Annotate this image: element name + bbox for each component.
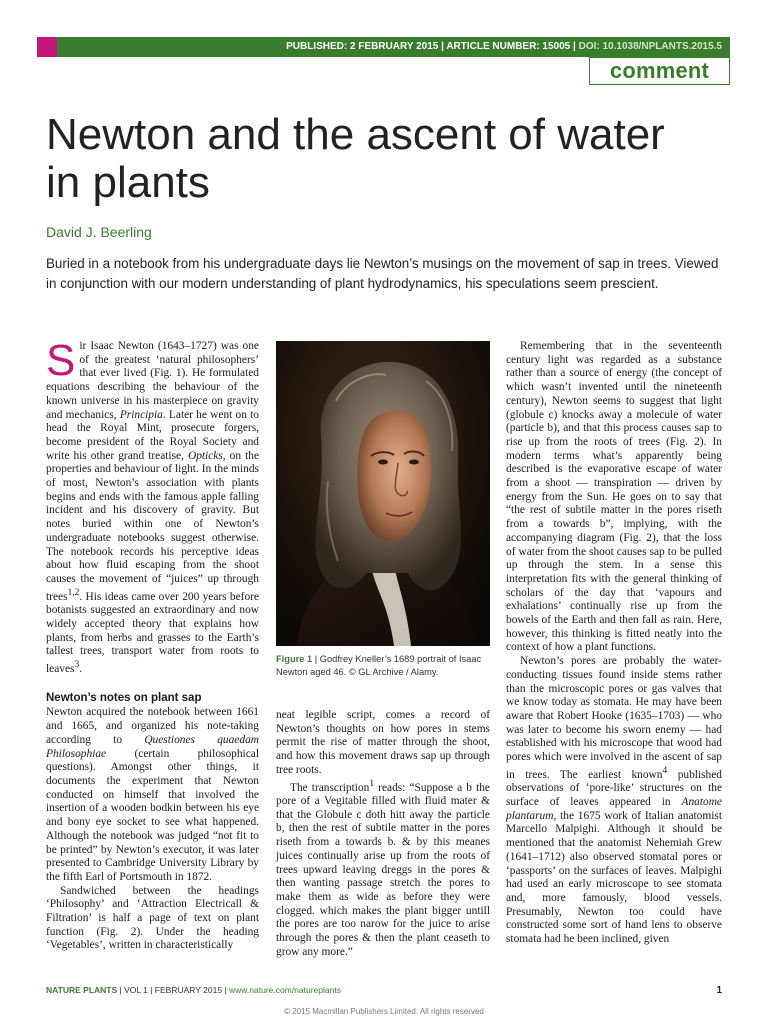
text-run: Newton acquired the notebook between 1661 and 1665, and organized his note-taking according to: [46, 706, 259, 746]
copyright-notice: © 2015 Macmillan Publishers Limited. All rights reserved: [284, 1007, 484, 1016]
paragraph: neat legible script, comes a record of Newton’s thoughts on how pores in stems permit the rise of matter through the shoot, and how this movement draws sap up through tree roots.: [276, 709, 490, 776]
text-run: .: [79, 662, 83, 675]
publication-meta: [286, 37, 722, 57]
reference-marker[interactable]: 1: [369, 778, 375, 789]
caption-text: | Godfrey Kneller’s 1689 portrait of Isaac Newton aged 46. © GL Archive / Alamy.: [276, 654, 482, 677]
opticks-title: Opticks: [187, 449, 223, 462]
page-footer: [46, 985, 722, 999]
text-run: Newton’s pores are probably the water-conducting tissues found inside stems rather than the microscopic pores or gas valves that we know today as stomata. He may have been aware that Robert Hooke (1635–1703) — who was later to become his sworn enemy — had established with his microscope that wood had pores which were involved in the ascent of sap in trees. The earliest known: [506, 655, 722, 781]
column-1: [46, 336, 260, 953]
footer-citation: [46, 985, 341, 995]
publication-info: PUBLISHED: 2 FEBRUARY 2015 | ARTICLE NUMBER: 15005 |: [286, 41, 579, 52]
drop-cap: S: [46, 336, 76, 385]
principia-title: Principia: [119, 408, 163, 421]
text-run: ir Isaac Newton (1643–1727) was one of the greatest ‘natural philosophers’ that ever lived (Fig. 1). He formulated equations describing the behaviour of the known universe in his masterpiece on gravity and mechanics,: [46, 340, 259, 421]
doi-link[interactable]: DOI: 10.1038/NPLANTS.2015.5: [578, 41, 722, 52]
questiones-title: Questiones quaedam Philosophiae: [46, 733, 259, 760]
journal-url[interactable]: www.nature.com/natureplants: [228, 985, 341, 995]
section-label-box: [589, 57, 730, 85]
text-run: . His ideas came over 200 years before botanists suggested an extraordinary and now widely accepted theory that explains how plants, from herbs and grasses to the Earth’s tallest trees, transport water from roots to leaves: [46, 590, 259, 675]
article-abstract: Buried in a notebook from his undergraduate days lie Newton’s musings on the movement of sap in trees. Viewed in conjunction with our modern understanding of plant hydrodynamics, his speculations seem prescient.: [46, 256, 719, 291]
paragraph: Sandwiched between the headings ‘Philosophy’ and ‘Attraction Electricall & Filtration’ is half a page of text on plant function (Fig. 2). Under the heading ‘Vegetables’, written in characteristically: [46, 884, 259, 952]
text-run: , the 1675 work of Italian anatomist Marcello Malpighi. Although it should be mentioned that the anatomist Nehemiah Grew (1641–1712) also observed stomatal pores or ‘passports’ on the surfaces of leaves. Malpighi had used an early microscope to see stomata and, more famously, blood vessels. Presumably, Newton too could have constructed some sort of hand lens to observe stomata had he been inclined, given: [506, 809, 722, 946]
page-number: 1: [716, 985, 722, 996]
figure-1-portrait: [276, 341, 490, 646]
section-heading: Newton’s notes on plant sap: [46, 692, 202, 705]
reference-marker[interactable]: 3: [74, 659, 80, 670]
text-run: . Later he went on to head the Royal Mint, prosecute forgers, become president of the Royal Society and write his other grand treatise,: [46, 408, 260, 462]
journal-name: NATURE PLANTS: [46, 985, 118, 995]
section-label: comment: [609, 58, 710, 83]
text-run: reads: “Suppose a b the pore of a Vegitable filled with fluid mater & that the Globule c doth hitt away the particle b, then the rest of subtile matter in the pores riseth from a towards b. & by this meanes juices continually arise up from the roots of trees upward leaving dreggs in the pores & then wanting passage stretch the pores to make them as wide as before they were clogged. which makes the plant bigger untill the pores are too narow for the juice to arise through the pores & then the plant ceaseth to grow any more.”: [276, 781, 490, 958]
figure-label: Figure 1: [276, 654, 313, 664]
transcription-paragraph: [276, 778, 490, 960]
paragraph: Remembering that in the seventeenth century light was regarded as a substance rather than a source of energy (the concept of which wasn’t invented until the nineteenth century), Newton seems to suggest that light (globule c) knocks away a molecule of water (particle b), and that this process causes sap to rise up from the roots of trees (Fig. 2). In modern terms what’s apparently being described is the evaporative escape of water from a shoot — transpiration — driven by energy from the Sun. He goes on to say that “the rest of subtile matter in the pores riseth from a towards b”, implying, with the accompanying diagram (Fig. 2), that the loss of water from the shoot causes sap to be pulled up through the stem. In a sense this interpretation fits with the general thinking of scholars of the day that ‘vapours and exhalations’ continually rise up from the bowels of the Earth and then fall as rain. Here, however, this thinking is fitted neatly into the context of how a plant functions.: [506, 340, 722, 654]
text-run: , on the properties and behaviour of light. In the minds of most, Newton’s association with plants begins and ends with the famous apple falling incident and his discovery of gravity. But notes buried within one of Newton’s undergraduate notebooks suggest otherwise. The notebook records his perceptive ideas about how fluid escaping from the shoot causes the movement of “juices” up through trees: [46, 449, 259, 603]
intro-paragraph: [46, 336, 260, 676]
article-title: Newton and the ascent of water in plants: [46, 110, 665, 207]
paragraph: [506, 655, 722, 947]
article-author[interactable]: David J. Beerling: [46, 224, 152, 240]
text-run: (certain philosophical questions). Amongst other things, it documents the experiment that Newton conducted on himself that involved the insertion of a wooden bodkin between his eye and bony eye socket to see what happened. Although the notebook was judged “not fit to be printed” by Newton’s executor, it was later presented to Cambridge University Library by the fifth Earl of Portsmouth in 1872.: [46, 747, 259, 883]
newton-portrait-image: [276, 341, 490, 646]
anatome-title: Anatome plantarum: [506, 796, 722, 822]
text-run: The transcription: [290, 781, 370, 794]
header-accent-block: [37, 37, 57, 57]
text-run: published observations of ‘pore-like’ structures on the surface of leaves appeared in: [506, 768, 722, 808]
paragraph: [46, 706, 259, 884]
reference-marker[interactable]: 1,2: [67, 587, 80, 598]
reference-marker[interactable]: 4: [662, 765, 668, 776]
column-2: [276, 709, 490, 959]
figure-1-caption: [276, 653, 490, 679]
issue-info: | VOL 1 | FEBRUARY 2015 |: [117, 985, 229, 995]
column-3: [506, 340, 722, 947]
header-bar: [37, 37, 730, 57]
